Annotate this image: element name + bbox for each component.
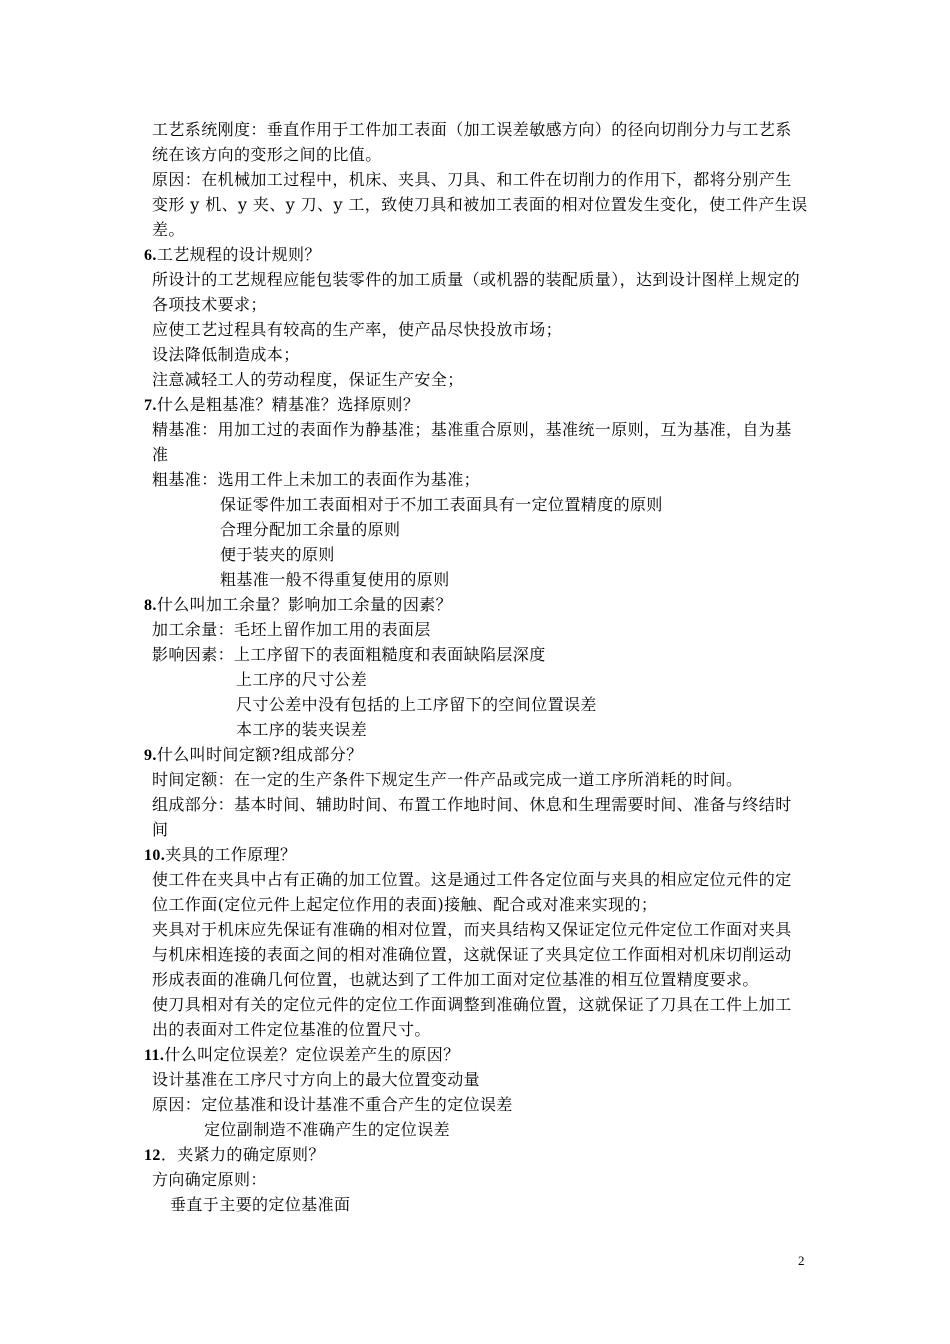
text-line: 方向确定原则： bbox=[152, 1170, 267, 1189]
text-line: 与机床相连接的表面之间的相对准确位置，这就保证了夹具定位工作面相对机床切削运动 bbox=[152, 945, 792, 964]
text-line: 间 bbox=[152, 820, 169, 839]
text-line: 工艺系统刚度：垂直作用于工件加工表面（加工误差敏感方向）的径向切削分力与工艺系 bbox=[152, 120, 792, 139]
text-line: 夹具对于机床应先保证有准确的相对位置，而夹具结构又保证定位元件定位工作面对夹具 bbox=[152, 920, 792, 939]
text-line: 设法降低制造成本； bbox=[152, 345, 300, 364]
text-line: 合理分配加工余量的原则 bbox=[220, 520, 401, 539]
text-line: 保证零件加工表面相对于不加工表面具有一定位置精度的原则 bbox=[220, 495, 663, 514]
question-text: 工艺规程的设计规则？ bbox=[156, 245, 321, 264]
text-line: 上工序的尺寸公差 bbox=[236, 670, 368, 689]
text-line: 定位副制造不准确产生的定位误差 bbox=[204, 1120, 451, 1139]
text-line: 原因：定位基准和设计基准不重合产生的定位误差 bbox=[152, 1095, 513, 1114]
question-text: 什么叫加工余量？影响加工余量的因素？ bbox=[156, 595, 453, 614]
text-line: 统在该方向的变形之间的比值。 bbox=[152, 145, 382, 164]
text-line: 精基准：用加工过的表面作为静基准；基准重合原则，基准统一原则，互为基准，自为基 bbox=[152, 420, 792, 439]
text-line: 出的表面对工件定位基准的位置尺寸。 bbox=[152, 1020, 431, 1039]
page-number: 2 bbox=[798, 1253, 805, 1268]
question-number: 8. bbox=[144, 597, 157, 614]
question-heading bbox=[144, 392, 419, 418]
text-line: 粗基准：选用工件上未加工的表面作为基准； bbox=[152, 470, 481, 489]
question-number: 6. bbox=[144, 247, 157, 264]
question-heading bbox=[144, 1042, 460, 1068]
text-line: 加工余量：毛坯上留作加工用的表面层 bbox=[152, 620, 431, 639]
text-line: 设计基准在工序尺寸方向上的最大位置变动量 bbox=[152, 1070, 481, 1089]
text-line: 所设计的工艺规程应能包装零件的加工质量（或机器的装配质量），达到设计图样上规定的 bbox=[152, 270, 801, 289]
question-number: 11. bbox=[144, 1047, 165, 1064]
question-number: 10. bbox=[144, 847, 166, 864]
question-text: 什么叫时间定额?组成部分？ bbox=[156, 745, 363, 764]
text-line: 形成表面的准确几何位置，也就达到了工件加工面对定位基准的相互位置精度要求。 bbox=[152, 970, 759, 989]
question-text: 什么是粗基准？精基准？选择原则？ bbox=[156, 395, 420, 414]
question-heading bbox=[144, 742, 363, 768]
question-number: 9. bbox=[144, 747, 157, 764]
question-heading bbox=[144, 592, 452, 618]
question-text: ．夹紧力的确定原则？ bbox=[160, 1145, 325, 1164]
text-line: 使工件在夹具中占有正确的加工位置。这是通过工件各定位面与夹具的相应定位元件的定 bbox=[152, 870, 792, 889]
text-line: 差。 bbox=[152, 220, 185, 239]
question-heading bbox=[144, 242, 321, 268]
question-heading bbox=[144, 1142, 325, 1168]
text-line: 原因：在机械加工过程中，机床、夹具、刀具、和工件在切削力的作用下，都将分别产生 bbox=[152, 170, 792, 189]
text-line: 粗基准一般不得重复使用的原则 bbox=[220, 570, 450, 589]
text-line: 准 bbox=[152, 445, 169, 464]
text-line: 应使工艺过程具有较高的生产率，使产品尽快投放市场； bbox=[152, 320, 563, 339]
question-text: 什么叫定位误差？定位误差产生的原因？ bbox=[164, 1045, 460, 1064]
question-text: 夹具的工作原理？ bbox=[165, 845, 297, 864]
question-number: 7. bbox=[144, 397, 157, 414]
text-line: 尺寸公差中没有包括的上工序留下的空间位置误差 bbox=[236, 695, 597, 714]
question-number: 12 bbox=[144, 1147, 161, 1164]
text-line: 位工作面(定位元件上起定位作用的表面)接触、配合或对准来实现的； bbox=[152, 895, 658, 914]
text-line: 各项技术要求； bbox=[152, 295, 267, 314]
text-line: 便于装夹的原则 bbox=[220, 545, 335, 564]
text-line: 垂直于主要的定位基准面 bbox=[170, 1195, 351, 1214]
question-heading bbox=[144, 842, 296, 868]
text-line: 使刀具相对有关的定位元件的定位工作面调整到准确位置，这就保证了刀具在工件上加工 bbox=[152, 995, 792, 1014]
text-line: 本工序的装夹误差 bbox=[236, 720, 368, 739]
text-line: 变形 y 机、y 夹、y 刀、y 工，致使刀具和被加工表面的相对位置发生变化，使工件产生误 bbox=[152, 195, 808, 214]
text-line: 组成部分：基本时间、辅助时间、布置工作地时间、休息和生理需要时间、准备与终结时 bbox=[152, 795, 792, 814]
text-line: 注意减轻工人的劳动程度，保证生产安全； bbox=[152, 370, 464, 389]
text-line: 时间定额：在一定的生产条件下规定生产一件产品或完成一道工序所消耗的时间。 bbox=[152, 770, 743, 789]
text-line: 影响因素：上工序留下的表面粗糙度和表面缺陷层深度 bbox=[152, 645, 546, 664]
